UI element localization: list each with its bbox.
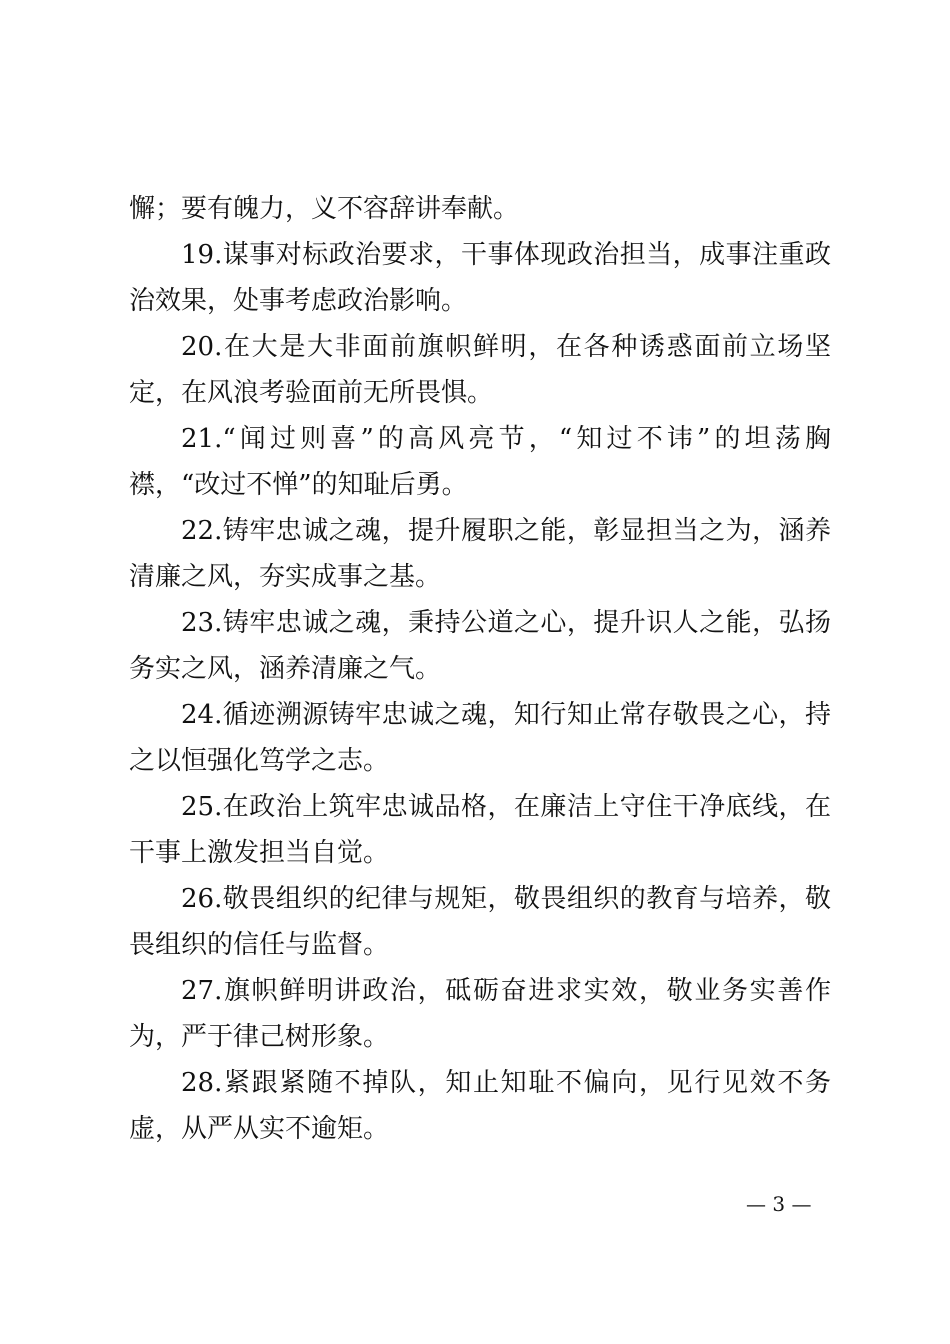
paragraph-23: 23.铸牢忠诚之魂，秉持公道之心，提升识人之能，弘扬务实之风，涵养清廉之气。 [129, 608, 831, 684]
paragraph-25: 25.在政治上筑牢忠诚品格，在廉洁上守住干净底线，在干事上激发担当自觉。 [129, 792, 831, 868]
paragraph-20: 20.在大是大非面前旗帜鲜明，在各种诱惑面前立场坚定，在风浪考验面前无所畏惧。 [129, 332, 831, 408]
paragraph-19: 19.谋事对标政治要求，干事体现政治担当，成事注重政治效果，处事考虑政治影响。 [129, 240, 831, 316]
body-text [129, 186, 831, 1152]
paragraph-26: 26.敬畏组织的纪律与规矩，敬畏组织的教育与培养，敬畏组织的信任与监督。 [129, 884, 831, 960]
paragraph-21: 21.“闻过则喜”的高风亮节，“知过不讳”的坦荡胸襟，“改过不惮”的知耻后勇。 [129, 424, 831, 500]
page-number: — 3 — [746, 1192, 812, 1216]
paragraph-22: 22.铸牢忠诚之魂，提升履职之能，彰显担当之为，涵养清廉之风，夯实成事之基。 [129, 516, 831, 592]
paragraph-27: 27.旗帜鲜明讲政治，砥砺奋进求实效，敬业务实善作为，严于律己树形象。 [129, 976, 831, 1052]
paragraph-28: 28.紧跟紧随不掉队，知止知耻不偏向，见行见效不务虚，从严从实不逾矩。 [129, 1068, 831, 1144]
paragraph-continuation: 懈；要有魄力，义不容辞讲奉献。 [129, 194, 520, 224]
paragraph-24: 24.循迹溯源铸牢忠诚之魂，知行知止常存敬畏之心，持之以恒强化笃学之志。 [129, 700, 831, 776]
